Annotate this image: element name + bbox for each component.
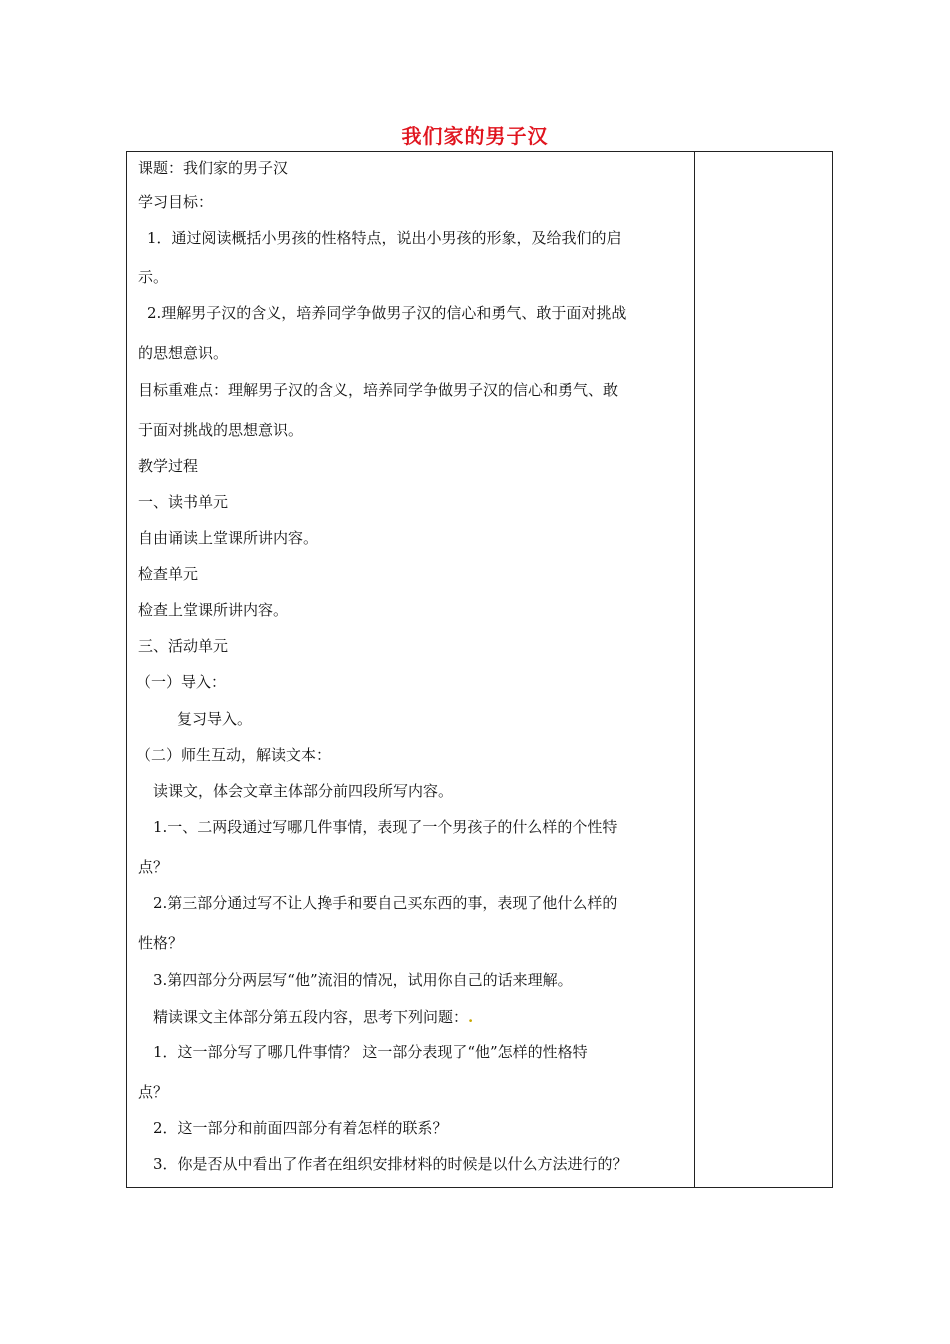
part5-question-3: 3．你是否从中看出了作者在组织安排材料的时候是以什么方法进行的？	[153, 1155, 628, 1173]
activity-unit-heading: 三、活动单元	[138, 637, 229, 655]
question-1-line-2: 点？	[138, 858, 169, 876]
part5-question-2: 2．这一部分和前面四部分有着怎样的联系？	[153, 1119, 448, 1137]
lesson-content-cell	[127, 152, 695, 1187]
close-reading-text: 精读课文主体部分第五段内容，思考下列问题：	[153, 1008, 469, 1026]
goal-1-line-2: 示。	[138, 268, 169, 286]
goal-1-line-1: 1．通过阅读概括小男孩的性格特点，说出小男孩的形象，及给我们的启	[147, 229, 622, 247]
question-3: 3.第四部分分两层写“他”流泪的情况，试用你自己的话来理解。	[153, 971, 573, 989]
interaction-heading: （二）师生互动，解读文本：	[136, 746, 332, 764]
goal-2-line-1: 2.理解男子汉的含义，培养同学争做男子汉的信心和勇气、敢于面对挑战	[147, 304, 627, 322]
reading-unit-heading: 一、读书单元	[138, 493, 229, 511]
goal-2-line-2: 的思想意识。	[138, 344, 229, 362]
read-text-instruction: 读课文，体会文章主体部分前四段所写内容。	[153, 782, 454, 800]
teaching-process-heading: 教学过程	[138, 457, 199, 475]
question-2-line-1: 2.第三部分通过写不让人搀手和要自己买东西的事，表现了他什么样的	[153, 894, 618, 912]
part5-question-1-line-2: 点？	[138, 1083, 169, 1101]
key-points-line-2: 于面对挑战的思想意识。	[138, 421, 304, 439]
notes-column	[695, 152, 832, 1187]
learning-goals-heading: 学习目标：	[138, 193, 214, 211]
close-reading-instruction	[153, 1007, 473, 1027]
intro-text: 复习导入。	[177, 710, 253, 728]
check-unit-heading: 检查单元	[138, 565, 199, 583]
question-1-line-1: 1.一、二两段通过写哪几件事情，表现了一个男孩子的什么样的个性特	[153, 818, 618, 836]
reading-unit-text: 自由诵读上堂课所讲内容。	[138, 529, 319, 547]
check-unit-text: 检查上堂课所讲内容。	[138, 601, 289, 619]
part5-question-1-line-1: 1．这一部分写了哪几件事情？ 这一部分表现了“他”怎样的性格特	[153, 1043, 588, 1061]
lesson-table	[126, 151, 833, 1188]
question-2-line-2: 性格？	[138, 934, 184, 952]
lesson-topic: 课题：我们家的男子汉	[138, 159, 289, 177]
page-title: 我们家的男子汉	[401, 124, 549, 148]
intro-heading: （一）导入：	[136, 673, 227, 691]
key-points-line-1: 目标重难点：理解男子汉的含义，培养同学争做男子汉的信心和勇气、敢	[138, 381, 619, 399]
annotation-dot: .	[468, 1008, 474, 1026]
